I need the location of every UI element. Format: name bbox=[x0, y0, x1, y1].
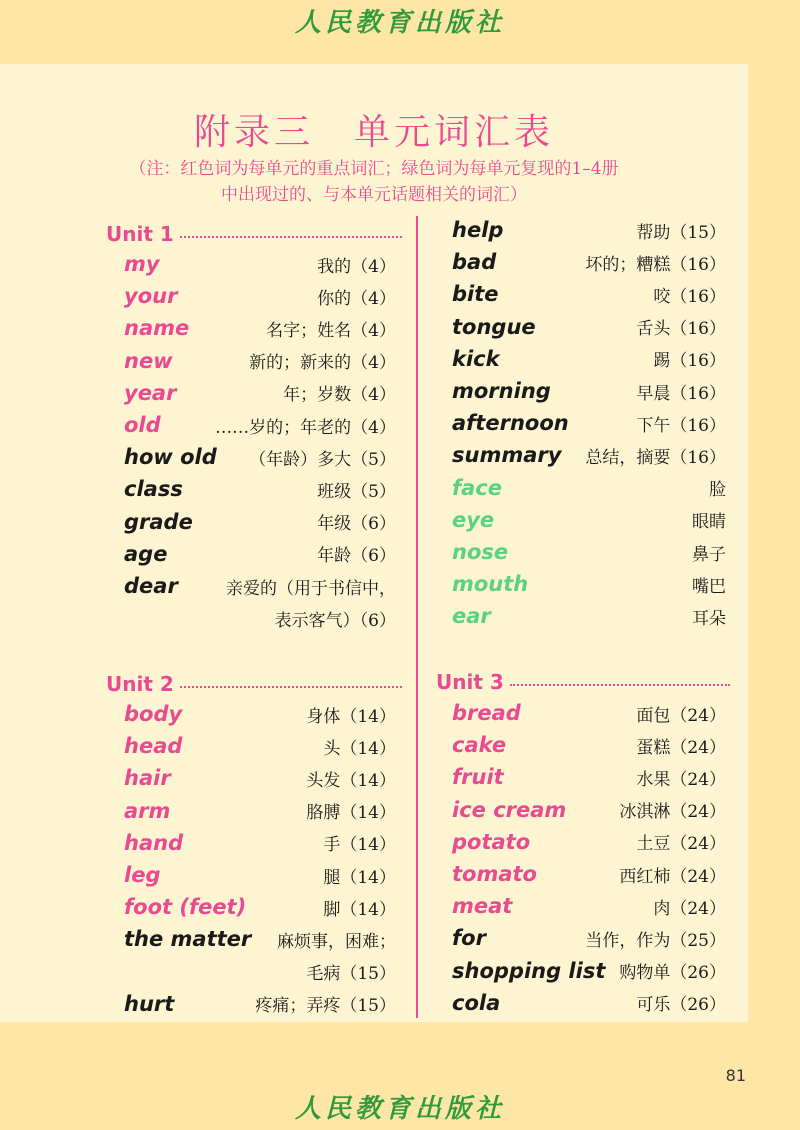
unit-3-dotted-rule bbox=[510, 684, 730, 686]
vocab-meaning: ……岁的；年老的（4） bbox=[215, 417, 396, 438]
vocab-meaning: 咬（16） bbox=[653, 286, 726, 307]
vocab-meaning: 手（14） bbox=[323, 835, 396, 856]
vocab-meaning: 名字；姓名（4） bbox=[266, 320, 396, 341]
vocab-row bbox=[452, 922, 726, 954]
vocab-word: age bbox=[124, 541, 168, 566]
vocab-word: kick bbox=[452, 346, 500, 371]
vocab-meaning: 头发（14） bbox=[306, 770, 396, 791]
vocab-row bbox=[124, 859, 396, 891]
vocab-row bbox=[124, 345, 396, 377]
vocab-meaning: 舌头（16） bbox=[636, 319, 726, 340]
vocab-row bbox=[124, 956, 396, 988]
vocab-row bbox=[452, 697, 726, 729]
vocab-row bbox=[452, 987, 726, 1019]
vocab-meaning: 年；岁数（4） bbox=[283, 385, 396, 406]
unit-2-heading bbox=[106, 670, 402, 698]
vocab-row bbox=[452, 214, 726, 246]
page-title: 附录三 单元词汇表 bbox=[193, 112, 554, 153]
column-divider bbox=[416, 216, 418, 1018]
vocab-meaning: 耳朵 bbox=[692, 608, 726, 629]
vocab-row bbox=[452, 826, 726, 858]
vocab-word: mouth bbox=[452, 572, 529, 597]
unit-2-dotted-rule bbox=[180, 686, 402, 688]
unit-1-title: Unit 1 bbox=[106, 222, 174, 246]
vocab-meaning: 面包（24） bbox=[636, 705, 726, 726]
publisher-logo-bottom: 人民教育出版社 bbox=[294, 1094, 505, 1124]
vocab-meaning: 下午（16） bbox=[636, 415, 726, 436]
vocab-row bbox=[452, 794, 726, 826]
vocab-meaning: 年龄（6） bbox=[317, 546, 396, 567]
vocab-word: old bbox=[124, 413, 161, 437]
vocab-row bbox=[124, 248, 396, 280]
vocab-word: body bbox=[124, 702, 183, 726]
vocab-word: potato bbox=[452, 829, 531, 854]
vocab-word: how old bbox=[124, 445, 217, 470]
vocab-word: shopping list bbox=[452, 958, 606, 983]
vocab-word: class bbox=[124, 477, 183, 502]
vocab-row bbox=[124, 923, 396, 955]
vocab-row bbox=[452, 311, 726, 343]
note-line-2: 中出现过的、与本单元话题相关的词汇） bbox=[221, 185, 527, 205]
vocab-row bbox=[124, 473, 396, 505]
vocab-meaning: 疼痛；弄疼（15） bbox=[255, 996, 396, 1017]
vocab-meaning: 班级（5） bbox=[317, 481, 396, 502]
vocab-meaning: 我的（4） bbox=[317, 256, 396, 277]
vocab-row bbox=[452, 278, 726, 310]
vocab-meaning: 你的（4） bbox=[317, 288, 396, 309]
unit-2-title: Unit 2 bbox=[106, 672, 174, 696]
vocab-word: bite bbox=[452, 282, 499, 307]
vocab-row bbox=[124, 891, 396, 923]
vocab-word: foot (feet) bbox=[124, 895, 247, 920]
vocab-row bbox=[452, 955, 726, 987]
vocab-row bbox=[124, 762, 396, 794]
vocab-meaning: 冰淇淋（24） bbox=[619, 802, 726, 823]
note-line-1: （注：红色词为每单元的重点词汇；绿色词为每单元复现的1–4册 bbox=[129, 159, 619, 179]
vocab-meaning: 总结，摘要（16） bbox=[585, 447, 726, 468]
vocab-row bbox=[124, 409, 396, 441]
vocab-word: hurt bbox=[124, 991, 175, 1016]
vocab-row bbox=[452, 439, 726, 471]
vocab-row bbox=[452, 890, 726, 922]
unit-1-heading bbox=[106, 220, 402, 248]
vocab-row bbox=[124, 698, 396, 730]
vocab-row bbox=[452, 343, 726, 375]
vocab-row bbox=[452, 472, 726, 504]
vocab-word: bread bbox=[452, 701, 521, 725]
vocab-meaning: 踢（16） bbox=[653, 351, 726, 372]
unit-3-title: Unit 3 bbox=[436, 670, 504, 694]
vocab-word: name bbox=[124, 316, 190, 341]
vocab-word: dear bbox=[124, 574, 178, 598]
vocab-meaning: 购物单（26） bbox=[619, 963, 726, 984]
vocab-word: cake bbox=[452, 733, 507, 758]
vocab-meaning: 当作，作为（25） bbox=[585, 930, 726, 951]
vocab-meaning: 西红柿（24） bbox=[619, 866, 726, 887]
vocab-row bbox=[124, 280, 396, 312]
vocab-row bbox=[124, 827, 396, 859]
vocab-meaning: 土豆（24） bbox=[636, 834, 726, 855]
vocab-meaning: 鼻子 bbox=[692, 544, 726, 565]
vocab-meaning: 可乐（26） bbox=[636, 995, 726, 1016]
vocab-row bbox=[452, 246, 726, 278]
vocab-meaning: 帮助（15） bbox=[636, 222, 726, 243]
vocab-word: leg bbox=[124, 863, 161, 887]
vocab-word: meat bbox=[452, 894, 513, 919]
vocab-row bbox=[124, 538, 396, 570]
unit-1-dotted-rule bbox=[180, 236, 402, 238]
vocab-word: new bbox=[124, 348, 173, 373]
vocab-meaning: 嘴巴 bbox=[692, 576, 726, 597]
vocab-word: face bbox=[452, 475, 502, 500]
vocab-row bbox=[124, 312, 396, 344]
vocab-meaning: 身体（14） bbox=[306, 706, 396, 727]
vocab-word: your bbox=[124, 284, 178, 309]
vocab-word: ice cream bbox=[452, 797, 567, 822]
vocab-meaning: 脸 bbox=[709, 480, 726, 501]
vocab-row bbox=[124, 377, 396, 409]
vocab-word: arm bbox=[124, 798, 171, 823]
vocab-meaning: 胳膊（14） bbox=[306, 803, 396, 824]
vocab-word: nose bbox=[452, 540, 509, 564]
vocab-row bbox=[452, 504, 726, 536]
vocab-meaning: 毛病（15） bbox=[306, 964, 396, 985]
vocab-word: year bbox=[124, 380, 177, 405]
vocab-row bbox=[124, 988, 396, 1020]
vocab-word: morning bbox=[452, 379, 551, 403]
vocab-row bbox=[124, 570, 396, 602]
vocab-row bbox=[124, 602, 396, 634]
vocab-meaning: 水果（24） bbox=[636, 769, 726, 790]
vocab-meaning: 早晨（16） bbox=[636, 383, 726, 404]
vocab-word: summary bbox=[452, 443, 562, 468]
vocab-word: grade bbox=[124, 509, 193, 534]
vocab-meaning: 年级（6） bbox=[317, 514, 396, 535]
publisher-logo-top: 人民教育出版社 bbox=[294, 8, 505, 38]
vocab-row bbox=[452, 407, 726, 439]
vocab-row bbox=[124, 730, 396, 762]
vocab-row bbox=[452, 761, 726, 793]
vocab-row bbox=[124, 441, 396, 473]
vocab-word: cola bbox=[452, 990, 501, 1015]
vocab-row bbox=[452, 536, 726, 568]
vocab-word: my bbox=[124, 252, 160, 276]
vocab-word: head bbox=[124, 734, 183, 759]
vocab-word: afternoon bbox=[452, 411, 569, 436]
vocab-meaning: 眼睛 bbox=[692, 512, 726, 533]
vocab-row bbox=[452, 729, 726, 761]
vocab-row bbox=[124, 506, 396, 538]
vocab-row bbox=[452, 568, 726, 600]
vocab-meaning: 脚（14） bbox=[323, 899, 396, 920]
vocab-word: ear bbox=[452, 604, 491, 629]
vocab-meaning: 头（14） bbox=[323, 738, 396, 759]
vocab-row bbox=[452, 375, 726, 407]
vocab-word: the matter bbox=[124, 927, 252, 952]
vocab-word: bad bbox=[452, 250, 497, 275]
page-number: 81 bbox=[725, 1066, 746, 1085]
vocab-meaning: 新的；新来的（4） bbox=[249, 353, 396, 374]
vocab-meaning: 亲爱的（用于书信中， bbox=[226, 578, 396, 599]
vocab-row bbox=[452, 858, 726, 890]
vocab-meaning: 表示客气）（6） bbox=[274, 610, 396, 631]
vocab-meaning: 麻烦事，困难； bbox=[277, 931, 396, 952]
vocab-word: for bbox=[452, 926, 486, 951]
vocab-word: eye bbox=[452, 507, 495, 532]
vocab-word: tomato bbox=[452, 862, 537, 886]
vocab-meaning: 肉（24） bbox=[653, 898, 726, 919]
vocab-word: fruit bbox=[452, 765, 504, 790]
vocab-word: tongue bbox=[452, 314, 536, 339]
vocab-meaning: 腿（14） bbox=[323, 867, 396, 888]
vocab-meaning: 坏的；糟糕（16） bbox=[585, 254, 726, 275]
vocab-row bbox=[124, 795, 396, 827]
vocab-meaning: 蛋糕（24） bbox=[636, 737, 726, 758]
unit-3-heading bbox=[436, 668, 730, 696]
vocab-word: help bbox=[452, 218, 504, 242]
vocab-word: hair bbox=[124, 766, 171, 791]
vocab-meaning: （年龄）多大（5） bbox=[249, 449, 396, 470]
vocab-row bbox=[452, 600, 726, 632]
vocab-word: hand bbox=[124, 830, 184, 855]
